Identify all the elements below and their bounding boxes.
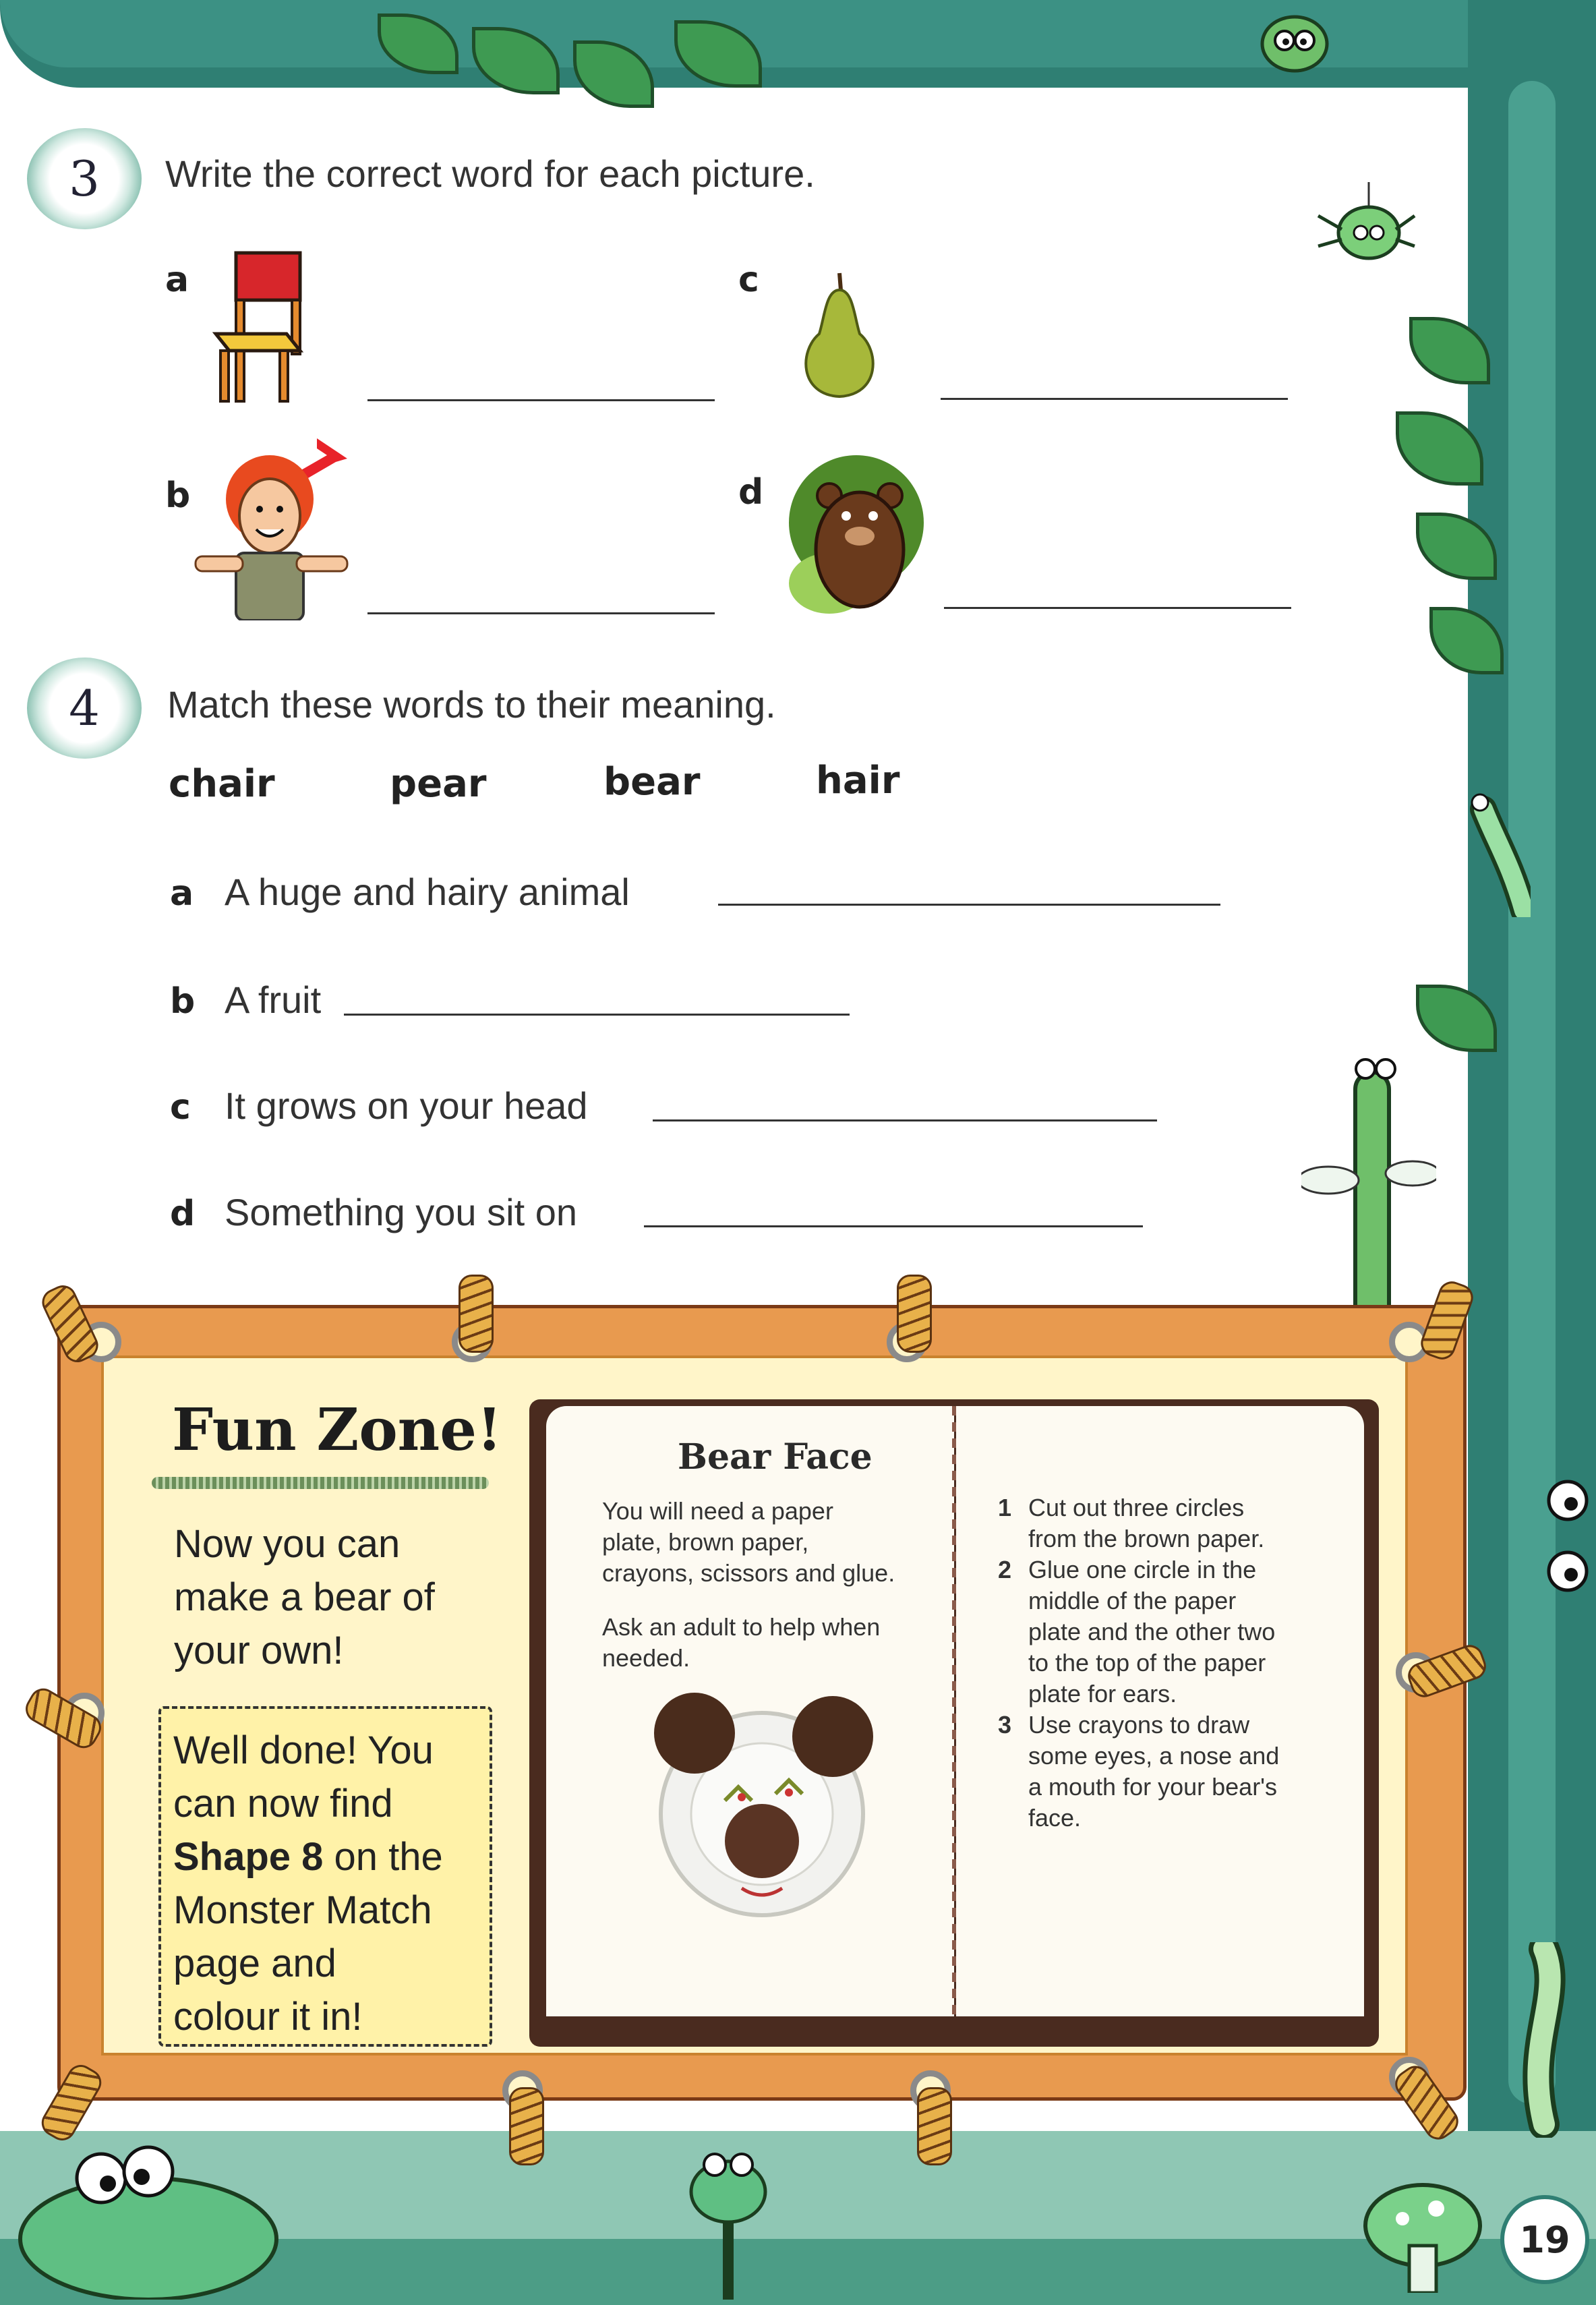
materials-line: crayons, scissors and glue. bbox=[602, 1559, 895, 1587]
book-spine bbox=[952, 1406, 956, 2016]
step-line: some eyes, a nose and bbox=[1028, 1742, 1280, 1770]
item-letter: c bbox=[738, 260, 759, 300]
item-letter: b bbox=[165, 475, 191, 516]
meaning-text: Something you sit on bbox=[225, 1191, 577, 1233]
intro-line: Now you can bbox=[174, 1522, 401, 1566]
bat-monster-icon bbox=[1254, 3, 1335, 78]
step-line: plate for ears. bbox=[1028, 1680, 1177, 1708]
answer-line[interactable] bbox=[367, 399, 715, 401]
board-rope bbox=[509, 2087, 544, 2165]
step-line: face. bbox=[1028, 1804, 1082, 1832]
answer-line[interactable] bbox=[644, 1225, 1143, 1227]
answer-line[interactable] bbox=[718, 904, 1220, 906]
question-3-instruction: Write the correct word for each picture. bbox=[165, 152, 815, 195]
meaning-text: A huge and hairy animal bbox=[225, 871, 630, 913]
crocodile-monster-icon bbox=[13, 2124, 297, 2300]
peeking-eyes-icon bbox=[1544, 1470, 1591, 1605]
materials-line: You will need a paper bbox=[602, 1497, 833, 1525]
step-number: 2 bbox=[998, 1556, 1012, 1583]
step-line: Glue one circle in the bbox=[1028, 1556, 1257, 1583]
pear-picture bbox=[792, 270, 887, 401]
answer-line[interactable] bbox=[367, 612, 715, 614]
board-rope bbox=[917, 2087, 952, 2165]
question-number: 3 bbox=[69, 150, 100, 207]
plant-monster-icon bbox=[674, 2144, 782, 2300]
spider-icon bbox=[1315, 182, 1416, 276]
note-line: page and bbox=[173, 1942, 336, 1985]
caterpillar-icon bbox=[1456, 782, 1531, 917]
materials-text bbox=[602, 1496, 895, 1589]
intro-line: make a bear of bbox=[174, 1575, 435, 1619]
step-line: plate and the other two bbox=[1028, 1618, 1276, 1645]
item-letter: a bbox=[165, 260, 189, 300]
instruction-step bbox=[998, 1554, 1335, 1710]
fun-zone-title: Fun Zone! bbox=[172, 1396, 502, 1464]
answer-line[interactable] bbox=[653, 1119, 1157, 1121]
meaning-text: A fruit bbox=[225, 979, 322, 1021]
note-line-rest: on the bbox=[323, 1835, 443, 1879]
question-number-badge bbox=[27, 128, 142, 229]
board-rope bbox=[897, 1275, 932, 1353]
bear-face-plate-photo bbox=[647, 1686, 877, 1922]
note-line bbox=[173, 1830, 477, 1884]
step-line: middle of the paper bbox=[1028, 1587, 1237, 1614]
bear-picture bbox=[789, 448, 930, 617]
word-bank-item: bear bbox=[603, 760, 701, 804]
hair-picture bbox=[189, 432, 364, 620]
book-title: Bear Face bbox=[678, 1436, 873, 1478]
step-number: 3 bbox=[998, 1711, 1012, 1739]
meaning-text: It grows on your head bbox=[225, 1084, 588, 1127]
fun-zone-intro bbox=[174, 1517, 435, 1677]
mushroom-icon bbox=[1362, 2178, 1483, 2293]
item-letter: d bbox=[170, 1194, 196, 1234]
note-line: can now find bbox=[173, 1782, 393, 1826]
answer-line[interactable] bbox=[944, 607, 1291, 609]
question-4-instruction: Match these words to their meaning. bbox=[167, 683, 776, 726]
item-letter: b bbox=[170, 981, 196, 1022]
item-letter: a bbox=[170, 873, 194, 914]
note-line: colour it in! bbox=[173, 1995, 363, 2039]
adult-help-text bbox=[602, 1612, 880, 1674]
step-line: to the top of the paper bbox=[1028, 1649, 1266, 1676]
item-letter: d bbox=[738, 472, 764, 513]
question-number: 4 bbox=[69, 680, 100, 736]
grass-divider bbox=[152, 1477, 489, 1489]
answer-line[interactable] bbox=[344, 1014, 850, 1016]
step-line: a mouth for your bear's bbox=[1028, 1773, 1278, 1801]
step-line: Use crayons to draw bbox=[1028, 1711, 1250, 1739]
board-rope bbox=[459, 1275, 494, 1353]
intro-line: your own! bbox=[174, 1629, 344, 1672]
step-number: 1 bbox=[998, 1494, 1012, 1521]
answer-line[interactable] bbox=[941, 398, 1288, 400]
instructions-list bbox=[998, 1492, 1335, 1834]
note-line: Monster Match bbox=[173, 1888, 432, 1932]
page-number: 19 bbox=[1500, 2195, 1589, 2284]
step-line: Cut out three circles bbox=[1028, 1494, 1245, 1521]
shape-8-label: Shape 8 bbox=[173, 1835, 324, 1879]
word-bank-item: pear bbox=[390, 762, 487, 806]
monster-match-note bbox=[158, 1706, 492, 2047]
help-line: needed. bbox=[602, 1644, 690, 1672]
step-line: from the brown paper. bbox=[1028, 1525, 1265, 1552]
item-letter: c bbox=[170, 1087, 191, 1128]
worm-icon bbox=[1504, 1942, 1578, 2138]
chair-picture bbox=[206, 250, 320, 405]
help-line: Ask an adult to help when bbox=[602, 1613, 881, 1641]
note-line: Well done! You bbox=[173, 1728, 434, 1772]
materials-line: plate, brown paper, bbox=[602, 1528, 809, 1556]
word-bank-item: hair bbox=[816, 759, 900, 803]
instruction-step bbox=[998, 1492, 1335, 1554]
word-bank-item: chair bbox=[169, 762, 275, 806]
instruction-step bbox=[998, 1710, 1335, 1834]
right-tree-trunk-highlight bbox=[1508, 81, 1556, 2104]
question-number-badge bbox=[27, 658, 142, 759]
